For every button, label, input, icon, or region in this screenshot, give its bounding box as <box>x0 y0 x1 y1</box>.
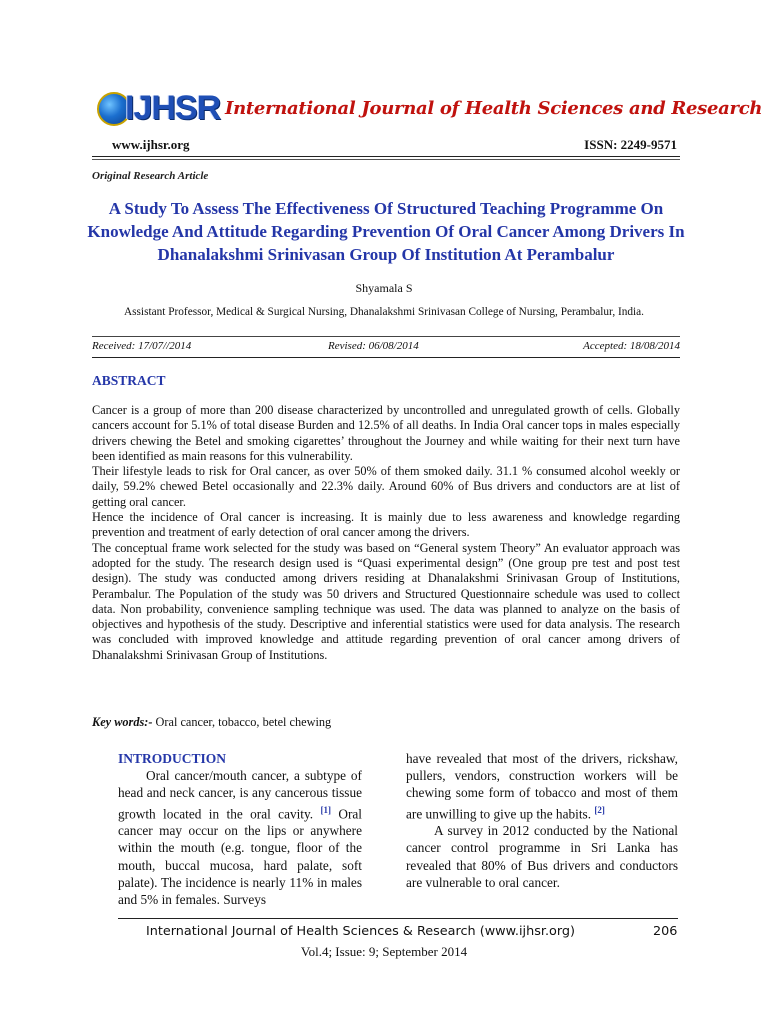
introduction-heading: INTRODUCTION <box>118 751 227 766</box>
dates-divider-bottom <box>92 357 680 358</box>
abstract-paragraph: Cancer is a group of more than 200 disease characterized by uncontrolled and unregulated growth of cells. Globally cancers account for 5.1% of total disease Burden and 12.5% of all deaths. In India Oral cancer tops in males especially drivers chewing the Betel and smoking cigarettes’ throughout the Journey and while waiting for their next turn have been identified as main reasons for this vulnerability. <box>92 403 680 463</box>
revised-date: Revised: 06/08/2014 <box>328 340 419 352</box>
abstract-paragraph: Hence the incidence of Oral cancer is increasing. It is mainly due to less awareness and knowledge regarding prevention and treatment of early detection of oral cancer among the drivers. <box>92 510 680 540</box>
article-title: A Study To Assess The Effectiveness Of Structured Teaching Programme On Knowledge And Attitude Regarding Prevention Of Oral Cancer Among Drivers In Dhanalakshmi Srinivasan Group Of Institution At Perambalur <box>87 199 685 264</box>
abstract-paragraph: Their lifestyle leads to risk for Oral cancer, as over 50% of them smoked daily. 31.1 % consumed alcohol weekly or daily, 59.2% chewed Betel occasionally and 22.3% daily. Around 60% of Bus drivers and conductors are at list of getting oral cancer. <box>92 464 680 509</box>
journal-masthead <box>95 84 763 134</box>
header-divider-thin <box>92 159 680 160</box>
keywords-text: Oral cancer, tobacco, betel chewing <box>152 715 332 729</box>
page-number: 206 <box>653 924 678 939</box>
intro-column-right <box>406 750 678 891</box>
keywords-label: Key words:- <box>92 715 153 729</box>
intro-text: Oral cancer/mouth cancer, a subtype of head and neck cancer, is any cancerous tissue growth located in the oral cavity. <box>118 768 362 822</box>
logo-text: IJHSR <box>125 89 221 127</box>
footer-journal: International Journal of Health Sciences & Research (www.ijhsr.org) <box>146 924 576 939</box>
header-divider <box>92 156 680 157</box>
journal-name: International Journal of Health Sciences and Research <box>225 98 763 119</box>
intro-text-cont: Oral cancer may occur on the lips or anywhere within the mouth (e.g. tongue, floor of the mouth, buccal mucosa, hard palate, soft palate). The incidence is nearly 11% in males and 5% in females. Surveys <box>118 806 362 908</box>
author: Shyamala S <box>355 281 413 295</box>
footer-volume: Vol.4; Issue: 9; September 2014 <box>300 944 468 959</box>
citation-2[interactable]: [2] <box>594 804 605 815</box>
affiliation: Assistant Professor, Medical & Surgical Nursing, Dhanalakshmi Srinivasan College of Nursing, Perambalur, India. <box>123 306 645 318</box>
intro-paragraph <box>118 767 362 908</box>
intro-paragraph: A survey in 2012 conducted by the National cancer control programme in Sri Lanka has revealed that 80% of Bus drivers and conductors are vulnerable to oral cancer. <box>406 823 678 890</box>
article-type: Original Research Article <box>92 170 209 182</box>
received-date: Received: 17/07//2014 <box>92 340 192 352</box>
abstract-heading: ABSTRACT <box>92 373 166 388</box>
accepted-date: Accepted: 18/08/2014 <box>583 340 680 352</box>
intro-paragraph <box>406 750 678 822</box>
abstract-body <box>92 403 680 663</box>
footer-divider <box>118 918 678 919</box>
journal-website-link[interactable]: www.ijhsr.org <box>112 137 190 152</box>
journal-logo <box>95 90 220 130</box>
article-dates <box>92 340 680 356</box>
keywords <box>92 715 331 730</box>
intro-text: have revealed that most of the drivers, rickshaw, pullers, vendors, construction workers will be chewing some form of tobacco and most of them are unwilling to give up the habits. <box>406 751 678 822</box>
intro-column-left <box>118 750 362 908</box>
abstract-paragraph: The conceptual frame work selected for the study was based on “General system Theory” An evaluator approach was adopted for the study. The research design used is “Quasi experimental design” (One group pre test and post test design). The study was conducted among drivers residing at Dhanalakshmi Srinivasan Group of Institutions, Perambalur. The Population of the study was 50 drivers and Structured Questionnaire schedule was used to collect data. Non probability, convenience sampling technique was used. The data was planned to analyze on the basis of objectives and hypothesis of the study. Descriptive and inferential statistics were used for data analysis. The research was concluded with improved knowledge and attitude regarding prevention of oral cancer among drivers of Dhanalakshmi Srinivasan Group of Institutions. <box>92 540 680 662</box>
dates-divider-top <box>92 336 680 337</box>
issn: ISSN: 2249-9571 <box>584 137 677 152</box>
citation-1[interactable]: [1] <box>320 804 331 815</box>
site-row <box>112 137 677 157</box>
